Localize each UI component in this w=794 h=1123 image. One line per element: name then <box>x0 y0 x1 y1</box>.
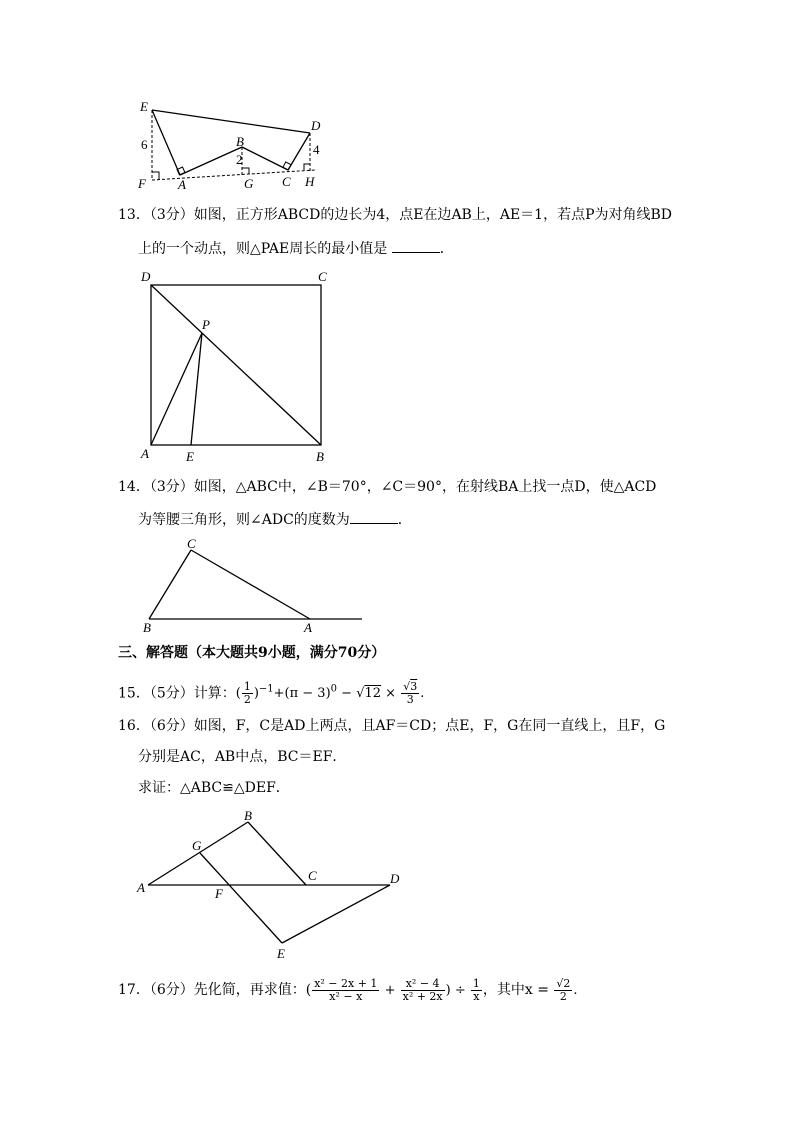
fig13-label-P: P <box>202 317 210 332</box>
fig12-num-6: 6 <box>141 137 148 152</box>
q13-line2 <box>138 238 454 259</box>
q17-frac3-num: 1 <box>472 977 480 990</box>
fig13-label-D: D <box>141 269 151 284</box>
q14-line2 <box>138 509 412 530</box>
q13-text: 上的一个动点，则△PAE周长的最小值是 <box>138 241 388 257</box>
q17-expression <box>311 977 483 1003</box>
q17-prefix: 17．（6分）先化简，再求值：( <box>118 982 312 998</box>
fig16-label-G: G <box>192 838 202 853</box>
q16-line1: 16．（6分）如图，F，C是AD上两点，且AF＝CD；点E，F，G在同一直线上，且F，G <box>118 718 666 734</box>
q17-frac2-den: x² + 2x <box>402 990 443 1003</box>
q17-frac4-num: √2 <box>556 977 571 990</box>
figure-q14 <box>140 540 370 630</box>
fig12-label-E: E <box>140 99 148 114</box>
q15-exp-0: 0 <box>330 684 338 695</box>
q17-where: ，其中x = <box>482 982 554 998</box>
q15-prefix: 15．（5分）计算： <box>118 685 236 702</box>
fig16-label-A: A <box>137 880 145 895</box>
q17-frac1-num: x² − 2x + 1 <box>314 977 378 990</box>
q17-divide: ) ÷ <box>445 983 470 998</box>
q17-frac2-num: x² − 4 <box>401 978 445 991</box>
fig16-label-C: C <box>308 868 317 883</box>
fig12-label-F: F <box>138 176 146 191</box>
fig16-label-B: B <box>244 808 252 823</box>
figure-q12 <box>130 95 330 195</box>
q15-times: × <box>381 686 401 702</box>
q13-line1: 13．（3分）如图，正方形ABCD的边长为4，点E在边AB上，AE＝1，若点P为对角线BD <box>118 207 673 223</box>
figure-q16 <box>140 815 400 950</box>
q15-sqrt3-den: 3 <box>406 693 414 707</box>
q16-line3: 求证：△ABC≌△DEF． <box>138 780 290 796</box>
fig12-label-G: G <box>244 176 254 191</box>
q15-end: . <box>420 686 425 702</box>
fig14-label-C: C <box>187 536 196 551</box>
fig12-label-H: H <box>305 174 315 189</box>
q17-plus: + <box>384 983 396 998</box>
fig13-label-E: E <box>186 449 194 464</box>
fig12-label-C: C <box>282 174 291 189</box>
fig14-label-B: B <box>143 620 151 635</box>
q15-sqrt12: 12 <box>364 686 382 702</box>
q14-text: 为等腰三角形，则∠ADC的度数为 <box>138 512 350 528</box>
fig13-label-A: A <box>141 446 149 461</box>
q17-frac3-den: x <box>473 990 480 1003</box>
q15 <box>118 676 424 708</box>
q15-half-num: 1 <box>243 680 251 694</box>
q15-exp-neg1: −1 <box>258 684 274 695</box>
q15-minus: − <box>341 686 357 702</box>
q17 <box>118 972 578 1009</box>
figure-q13 <box>140 275 340 455</box>
fig16-label-E: E <box>277 946 285 961</box>
q13-end: ． <box>439 241 454 257</box>
fig13-label-C: C <box>318 269 327 284</box>
q16-line2: 分别是AC，AB中点，BC＝EF． <box>138 749 347 765</box>
q13-answer-blank <box>392 238 440 253</box>
q15-pi-term: +(π − 3) <box>273 686 331 702</box>
q17-frac1-den: x² − x <box>329 990 363 1003</box>
q17-frac4-den: 2 <box>559 990 567 1003</box>
q14-answer-blank <box>350 509 398 524</box>
fig16-label-D: D <box>390 871 400 886</box>
fig12-num-2: 2 <box>236 152 243 167</box>
q15-half-den: 2 <box>243 693 251 707</box>
q15-sqrt3-num: √3 <box>403 680 418 694</box>
q14-line1: 14．（3分）如图，△ABC中，∠B＝70°，∠C＝90°，在射线BA上找一点D，使△ACD <box>118 479 657 495</box>
fig14-label-A: A <box>304 620 312 635</box>
section-header: 三、解答题（本大题共9小题，满分70分） <box>118 645 386 661</box>
fig13-label-B: B <box>316 449 324 464</box>
q17-end: . <box>573 983 578 998</box>
fig12-label-D: D <box>311 118 321 133</box>
fig12-num-4: 4 <box>313 142 320 157</box>
fig16-label-F: F <box>215 886 223 901</box>
q15-expression: ( $\frac{1}{2}$ )$^{-1}+(\pi - 3)^0 - √12$ × $\frac{√3}{3}$ . <box>235 680 425 707</box>
q14-end: ． <box>397 512 412 528</box>
fig12-label-A: A <box>178 177 186 192</box>
fig12-label-B: B <box>236 134 244 149</box>
